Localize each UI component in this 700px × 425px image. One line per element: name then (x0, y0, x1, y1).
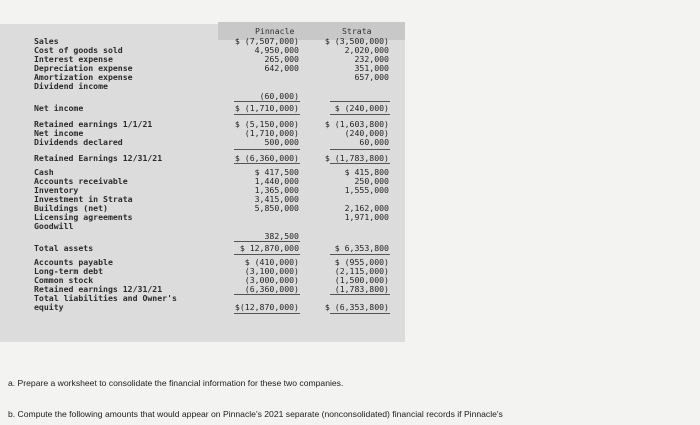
pinnacle-value: (1,710,000) (244, 128, 299, 138)
table-row (0, 244, 405, 253)
pinnacle-value: $ (7,507,000) (234, 36, 299, 46)
row-label: Sales (34, 36, 59, 46)
row-label: Accounts payable (34, 257, 113, 267)
row-label: Retained earnings 1/1/21 (34, 119, 153, 129)
row-label: Net income (34, 128, 84, 138)
table-row (0, 104, 405, 113)
column-header-pinnacle: Pinnacle (255, 26, 295, 36)
rule (330, 254, 390, 255)
strata-value: 2,020,000 (344, 45, 389, 55)
rule (234, 101, 300, 102)
pinnacle-value: $ (5,150,000) (234, 119, 299, 129)
row-label: Total liabilities and Owner's (34, 293, 177, 303)
row-label: Total assets (34, 243, 94, 253)
rule (330, 294, 390, 295)
row-label: Cash (34, 167, 54, 177)
strata-value: (1,500,000) (334, 275, 389, 285)
strata-value: $ 6,353,800 (334, 243, 389, 253)
strata-value: 351,000 (354, 63, 389, 73)
row-label: Licensing agreements (34, 212, 133, 222)
pinnacle-value: 1,440,000 (254, 176, 299, 186)
pinnacle-value: $(12,870,000) (234, 302, 299, 312)
pinnacle-value: 642,000 (264, 63, 299, 73)
strata-value: $ (1,783,800) (324, 153, 389, 163)
table-row (0, 303, 405, 312)
strata-value: 2,162,000 (344, 203, 389, 213)
row-label: Inventory (34, 185, 79, 195)
row-label: Net income (34, 103, 84, 113)
rule (234, 313, 300, 314)
rule (330, 313, 390, 314)
row-label: Buildings (net) (34, 203, 108, 213)
row-label: Cost of goods sold (34, 45, 123, 55)
pinnacle-value: 265,000 (264, 54, 299, 64)
table-row (0, 82, 405, 91)
row-label: Goodwill (34, 221, 74, 231)
rule (234, 114, 300, 115)
strata-value: (2,115,000) (334, 266, 389, 276)
strata-value: 60,000 (359, 137, 389, 147)
strata-value: $ (240,000) (334, 103, 389, 113)
row-label: Investment in Strata (34, 194, 133, 204)
table-row (0, 92, 405, 101)
rule (330, 114, 390, 115)
rule (234, 163, 300, 164)
table-row (0, 154, 405, 163)
strata-value: $ (3,500,000) (324, 36, 389, 46)
row-label: Dividend income (34, 81, 108, 91)
rule (330, 101, 390, 102)
strata-value: $ (955,000) (334, 257, 389, 267)
pinnacle-value: 4,950,000 (254, 45, 299, 55)
strata-value: 657,000 (354, 72, 389, 82)
table-row (0, 232, 405, 241)
rule (234, 149, 300, 150)
strata-value: 250,000 (354, 176, 389, 186)
pinnacle-value: (3,100,000) (244, 266, 299, 276)
rule (330, 163, 390, 164)
pinnacle-value: $ (6,360,000) (234, 153, 299, 163)
row-label: Retained Earnings 12/31/21 (34, 153, 163, 163)
row-label: Common stock (34, 275, 94, 285)
rule (234, 241, 300, 242)
question-b: b. Compute the following amounts that would appear on Pinnacle's 2021 separate (nonconsolidated) financial records if Pinnacle's (8, 409, 503, 419)
pinnacle-value: $ 417,500 (254, 167, 299, 177)
pinnacle-value: $ (1,710,000) (234, 103, 299, 113)
row-label: Retained earnings 12/31/21 (34, 284, 163, 294)
pinnacle-value: 1,365,000 (254, 185, 299, 195)
row-label: Accounts receivable (34, 176, 128, 186)
pinnacle-value: $ (410,000) (244, 257, 299, 267)
row-label: Dividends declared (34, 137, 123, 147)
table-row (0, 222, 405, 231)
row-label: Long-term debt (34, 266, 104, 276)
pinnacle-value: $ 12,870,000 (239, 243, 299, 253)
row-label: Interest expense (34, 54, 113, 64)
strata-value: $ (1,603,800) (324, 119, 389, 129)
pinnacle-value: (3,000,000) (244, 275, 299, 285)
column-header-strata: Strata (342, 26, 372, 36)
strata-value: 232,000 (354, 54, 389, 64)
strata-value: (240,000) (344, 128, 389, 138)
strata-value: 1,971,000 (344, 212, 389, 222)
rule (234, 254, 300, 255)
pinnacle-value: (60,000) (259, 91, 299, 101)
row-label: Depreciation expense (34, 63, 133, 73)
row-label: equity (34, 302, 64, 312)
pinnacle-value: 382,500 (264, 231, 299, 241)
pinnacle-value: 3,415,000 (254, 194, 299, 204)
pinnacle-value: 500,000 (264, 137, 299, 147)
pinnacle-value: 5,850,000 (254, 203, 299, 213)
strata-value: 1,555,000 (344, 185, 389, 195)
table-row (0, 138, 405, 147)
rule (234, 294, 300, 295)
rule (330, 149, 390, 150)
row-label: Amortization expense (34, 72, 133, 82)
question-a: a. Prepare a worksheet to consolidate the financial information for these two companies. (8, 378, 344, 388)
strata-value: $ (6,353,800) (324, 302, 389, 312)
pinnacle-value: (6,360,000) (244, 284, 299, 294)
strata-value: (1,783,800) (334, 284, 389, 294)
strata-value: $ 415,800 (344, 167, 389, 177)
